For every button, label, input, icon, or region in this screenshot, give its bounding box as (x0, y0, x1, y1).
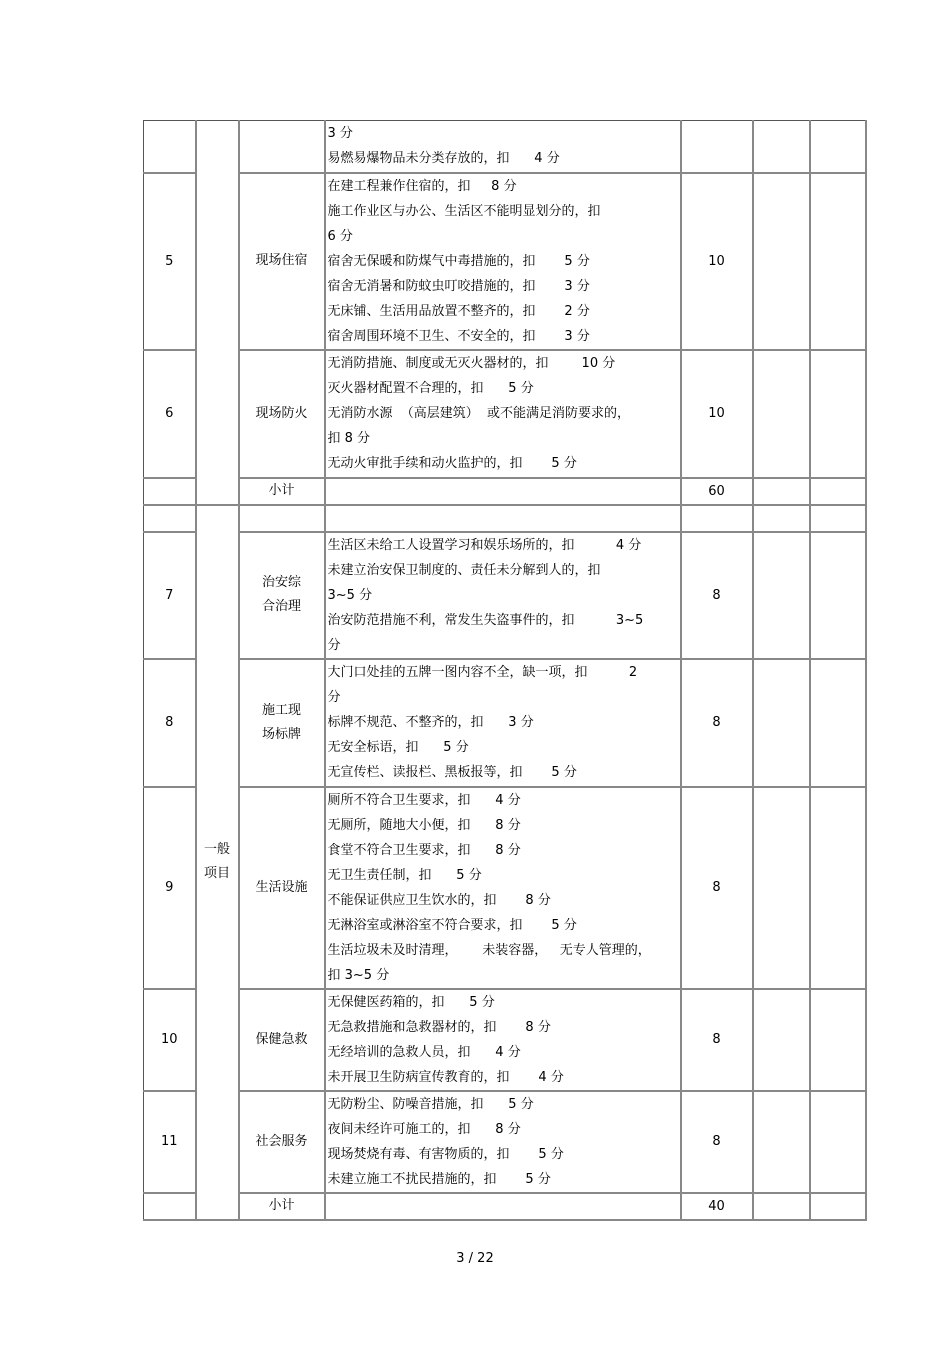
score-cell (681, 505, 753, 532)
page-number: 3 / 22 (456, 1251, 494, 1266)
deduct-cell (753, 173, 810, 350)
row-number: 8 (144, 659, 196, 787)
criteria-line: 分 (327, 637, 341, 653)
criteria-line: 无保健医药箱的，扣 5 分 (327, 994, 495, 1010)
deduction-criteria (325, 989, 681, 1091)
check-item: 现场防火 (239, 350, 325, 478)
deduct-cell (753, 1193, 810, 1220)
deduction-criteria (325, 1193, 681, 1220)
table-row (144, 989, 866, 1091)
criteria-line: 分 (327, 690, 341, 705)
check-item: 社会服务 (239, 1091, 325, 1193)
table-row (144, 532, 866, 659)
actual-score-cell (810, 1193, 866, 1220)
criteria-line: 生活区未给工人设置学习和娱乐场所的，扣 4 分 (327, 537, 642, 553)
criteria-line: 宿舍无消暑和防蚊虫叮咬措施的，扣 3 分 (327, 278, 590, 294)
group-label (196, 505, 239, 1220)
check-item: 现场住宿 (239, 173, 325, 350)
criteria-line: 未开展卫生防病宣传教育的，扣 4 分 (327, 1069, 564, 1085)
criteria-line: 6 分 (327, 228, 353, 244)
deduction-criteria (325, 505, 681, 532)
criteria-line: 治安防范措施不利，常发生失盗事件的，扣 3~5 (327, 612, 644, 628)
row-number: 11 (144, 1091, 196, 1193)
check-item: 生活设施 (239, 787, 325, 989)
score-cell: 8 (681, 532, 753, 659)
check-item (239, 505, 325, 532)
row-number (144, 121, 196, 173)
table-row (144, 121, 866, 173)
criteria-line: 标牌不规范、不整齐的，扣 3 分 (327, 715, 534, 730)
actual-score-cell (810, 121, 866, 173)
score-cell (681, 121, 753, 173)
criteria-line: 无厕所，随地大小便，扣 8 分 (327, 817, 521, 833)
criteria-line: 无宣传栏、读报栏、黑板报等，扣 5 分 (327, 765, 577, 780)
score-cell: 10 (681, 350, 753, 478)
criteria-line: 无经培训的急救人员，扣 4 分 (327, 1044, 521, 1060)
criteria-line: 无床铺、生活用品放置不整齐的，扣 2 分 (327, 303, 590, 319)
criteria-line: 施工作业区与办公、生活区不能明显划分的，扣 (327, 203, 601, 219)
criteria-line: 生活垃圾未及时清理， 未装容器， 无专人管理的， (327, 942, 651, 958)
criteria-line: 无动火审批手续和动火监护的，扣 5 分 (327, 456, 577, 471)
row-number: 6 (144, 350, 196, 478)
score-cell: 10 (681, 173, 753, 350)
criteria-line: 在建工程兼作住宿的，扣 8 分 (327, 178, 517, 194)
criteria-line: 灭火器材配置不合理的，扣 5 分 (327, 381, 534, 396)
criteria-line: 无安全标语，扣 5 分 (327, 740, 469, 755)
criteria-line: 3 分 (327, 126, 353, 142)
check-item: 治安综 合治理 (239, 532, 325, 659)
deduction-criteria (325, 787, 681, 989)
row-number: 5 (144, 173, 196, 350)
check-item: 保健急救 (239, 989, 325, 1091)
actual-score-cell (810, 659, 866, 787)
deduction-criteria (325, 659, 681, 787)
criteria-line: 食堂不符合卫生要求，扣 8 分 (327, 842, 521, 858)
deduct-cell (753, 787, 810, 989)
table-row (144, 659, 866, 787)
criteria-line: 易燃易爆物品未分类存放的，扣 4 分 (327, 151, 560, 167)
deduct-cell (753, 350, 810, 478)
criteria-line (328, 1194, 676, 1219)
actual-score-cell (810, 1091, 866, 1193)
row-number (144, 1193, 196, 1220)
actual-score-cell (810, 532, 866, 659)
criteria-line: 未建立治安保卫制度的、责任未分解到人的，扣 (327, 562, 601, 578)
criteria-line: 大门口处挂的五牌一图内容不全，缺一项，扣 2 (327, 665, 638, 680)
score-cell: 8 (681, 1091, 753, 1193)
deduction-criteria (325, 121, 681, 173)
table-row (144, 173, 866, 350)
score-cell: 8 (681, 787, 753, 989)
criteria-line: 扣 8 分 (327, 431, 371, 446)
row-number (144, 505, 196, 532)
deduction-criteria (325, 173, 681, 350)
criteria-line: 无急救措施和急救器材的，扣 8 分 (327, 1019, 551, 1035)
check-item: 小计 (239, 478, 325, 505)
criteria-line: 无防粉尘、防噪音措施，扣 5 分 (327, 1096, 534, 1112)
criteria-line: 3~5 分 (327, 587, 373, 603)
row-number: 10 (144, 989, 196, 1091)
deduct-cell (753, 659, 810, 787)
check-item (239, 121, 325, 173)
table-row (144, 350, 866, 478)
table-row (144, 1091, 866, 1193)
criteria-line: 未建立施工不扰民措施的，扣 5 分 (327, 1171, 551, 1187)
group-cell-empty (196, 121, 239, 505)
criteria-line: 夜间未经许可施工的，扣 8 分 (327, 1121, 521, 1137)
deduction-criteria (325, 350, 681, 478)
deduct-cell (753, 989, 810, 1091)
actual-score-cell (810, 989, 866, 1091)
criteria-line (328, 479, 676, 504)
score-cell: 8 (681, 989, 753, 1091)
standards-table (143, 120, 867, 1221)
deduct-cell (753, 505, 810, 532)
criteria-line: 现场焚烧有毒、有害物质的，扣 5 分 (327, 1146, 564, 1162)
score-cell: 8 (681, 659, 753, 787)
actual-score-cell (810, 350, 866, 478)
criteria-line: 宿舍周围环境不卫生、不安全的，扣 3 分 (327, 328, 590, 344)
table-row (144, 505, 866, 532)
actual-score-cell (810, 787, 866, 989)
deduct-cell (753, 532, 810, 659)
row-number: 7 (144, 532, 196, 659)
criteria-line: 无消防水源 （高层建筑） 或不能满足消防要求的， (327, 406, 631, 421)
group-label-text: 一般项目 (203, 842, 230, 881)
deduction-criteria (325, 478, 681, 505)
row-number (144, 478, 196, 505)
score-cell: 60 (681, 478, 753, 505)
deduct-cell (753, 121, 810, 173)
actual-score-cell (810, 173, 866, 350)
table-row (144, 787, 866, 989)
actual-score-cell (810, 505, 866, 532)
table-row (144, 478, 866, 505)
table-row (144, 1193, 866, 1220)
deduction-criteria (325, 532, 681, 659)
criteria-line: 无淋浴室或淋浴室不符合要求，扣 5 分 (327, 917, 577, 933)
check-item: 小计 (239, 1193, 325, 1220)
criteria-line: 厕所不符合卫生要求，扣 4 分 (327, 792, 521, 808)
criteria-line: 扣 3~5 分 (327, 967, 390, 983)
criteria-line (328, 506, 676, 531)
criteria-line: 无消防措施、制度或无灭火器材的，扣 10 分 (327, 356, 616, 371)
criteria-line: 不能保证供应卫生饮水的，扣 8 分 (327, 892, 551, 908)
criteria-line: 宿舍无保暖和防煤气中毒措施的，扣 5 分 (327, 253, 590, 269)
deduct-cell (753, 1091, 810, 1193)
deduction-criteria (325, 1091, 681, 1193)
check-item: 施工现 场标牌 (239, 659, 325, 787)
actual-score-cell (810, 478, 866, 505)
score-cell: 40 (681, 1193, 753, 1220)
row-number: 9 (144, 787, 196, 989)
criteria-line: 无卫生责任制，扣 5 分 (327, 867, 482, 883)
deduct-cell (753, 478, 810, 505)
